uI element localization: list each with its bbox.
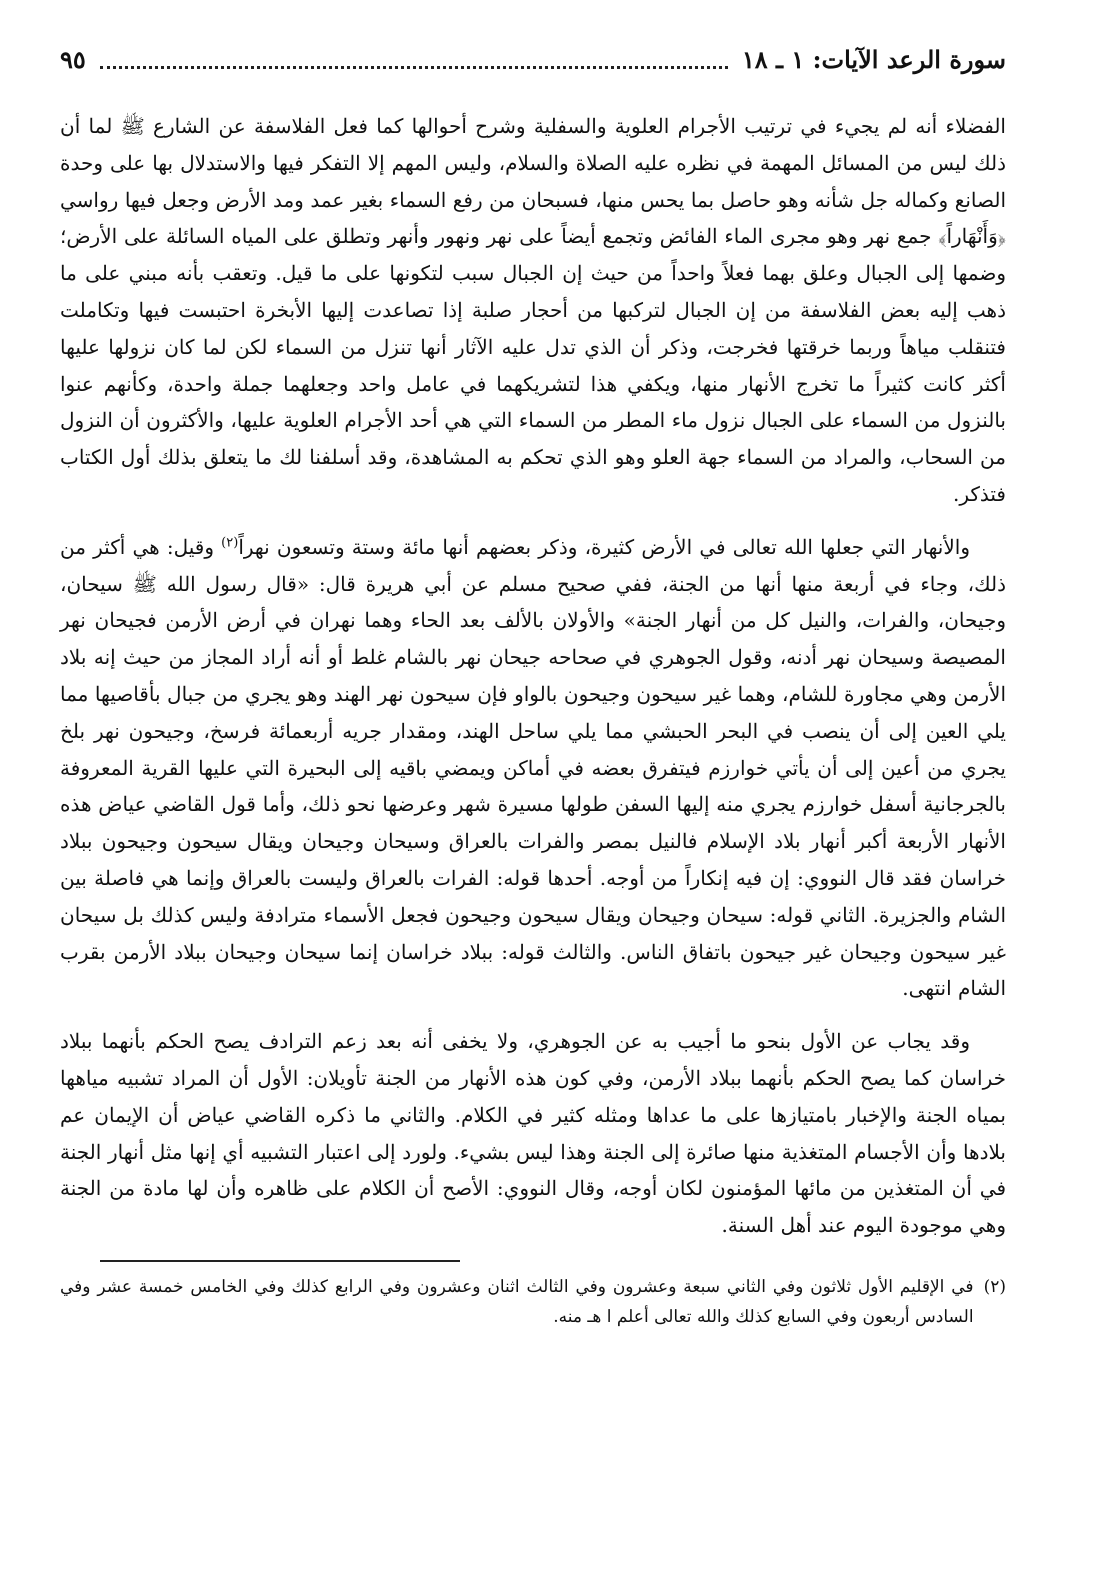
paragraph-1: الفضلاء أنه لم يجيء في ترتيب الأجرام العلوية والسفلية وشرح أحوالها كما فعل الفلاسفة عن الشارع ﷺ لما أن ذلك ليس من المسائل المهمة في نظره عليه الصلاة والسلام، وليس المهم إلا التفكر فيها والاستدلال بها على وحدة الصانع وكماله جل شأنه وهو حاصل بما يحس منها، فسبحان من رفع السماء بغير عمد ومد الأرض وجعل فيها رواسي ﴿وَأَنْهَاراً﴾ جمع نهر وهو مجرى الماء الفائض وتجمع أيضاً على نهر ونهور وأنهر وتطلق على المياه السائلة على الأرض؛ وضمها إلى الجبال وعلق بهما فعلاً واحداً من حيث إن الجبال سبب لتكونها على ما قيل. وتعقب بأنه مبني على ما ذهب إليه بعض الفلاسفة من إن الجبال لتركبها من أحجار صلبة إذا تصاعدت إليها الأبخرة احتبست فيها وتكاملت فتنقلب مياهاً وربما خرقتها فخرجت، وذكر أن الذي تدل عليه الآثار أنها تنزل من السماء لكن لما كان نزولها عليها أكثر كانت كثيراً ما تخرج الأنهار منها، ويكفي هذا لتشريكهما في عامل واحد وجعلهما جملة واحدة، وكأنهم عنوا بالنزول من السماء على الجبال نزول ماء المطر من السماء التي هي أحد الأجرام العلوية عليها، والأكثرون أن النزول من السحاب، والمراد من السماء جهة العلو وهو الذي تحكم به المشاهدة، وقد أسلفنا لك ما يتعلق بذلك أول الكتاب فتذكر.: [60, 114, 1006, 506]
paragraph-3: وقد يجاب عن الأول بنحو ما أجيب به عن الجوهري، ولا يخفى أنه بعد زعم الترادف يصح الحكم بأنهما ببلاد خراسان كما يصح الحكم بأنهما ببلاد الأرمن، وفي كون هذه الأنهار من الجنة تأويلان: الأول أن المراد تشبيه مياهها بمياه الجنة والإخبار بامتيازها على ما عداها ومثله كثير في الكلام. والثاني ما ذكره القاضي عياض أن الإيمان عم بلادها وأن الأجسام المتغذية منها صائرة إلى الجنة وهذا ليس بشيء. ولورد إلى اعتبار التشبيه أي إنها مثل أنهار الجنة في أن المتغذين من مائها المؤمنون لكان أوجه، وقال النووي: الأصح أن الكلام على ظاهره وأن لها مادة من الجنة وهي موجودة اليوم عند أهل السنة.: [60, 1029, 1006, 1238]
paragraph-2-part-2: وقيل: هي أكثر من ذلك، وجاء في أربعة منها أنها من الجنة، ففي صحيح مسلم عن أبي هريرة قال: «قال رسول الله ﷺ سيحان، وجيحان، والفرات، والنيل كل من أنهار الجنة» والأولان بالألف بعد الحاء وهما نهران في أرض الأرمن فجيحان نهر المصيصة وسيحان نهر أدنه، وقول الجوهري في صحاحه جيحان نهر بالشام غلط أو أنه أراد المجاز من حيث إنه بلاد الأرمن وهي مجاورة للشام، وهما غير سيحون وجيحون بالواو فإن سيحون نهر الهند وهو يجري من جبال بأقاصيها مما يلي العين إلى أن ينصب في البحر الحبشي مما يلي ساحل الهند، ومقدار جريه أربعمائة فرسخ، وجيحون نهر بلخ يجري من أعين إلى أن يأتي خوارزم فيتفرق بعضه في أماكن ويمضي باقيه إلى البحيرة التي عليها القرية المعروفة بالجرجانية أسفل خوارزم يجري منه إليها السفن طولها مسيرة شهر وعرضها نحو ذلك، وأما قول القاضي عياض هذه الأنهار الأربعة أكبر أنهار بلاد الإسلام فالنيل بمصر والفرات بالعراق وسيحان وجيحان ويقال سيحون وجيحون ببلاد خراسان فقد قال النووي: إن فيه إنكاراً من أوجه. أحدها قوله: الفرات بالعراق وليست بالعراق وإنما هي فاصلة بين الشام والجزيرة. الثاني قوله: سيحان وجيحان ويقال سيحون وجيحون فجعل الأسماء مترادفة وليس كذلك بل سيحان غير سيحون وجيحان غير جيحون باتفاق الناس. والثالث قوله: ببلاد خراسان إنما سيحان وجيحان ببلاد الأرمن بقرب الشام انتهى.: [60, 534, 1007, 1001]
running-header-title: سورة الرعد الآيات: ١ ـ ١٨: [741, 45, 1006, 74]
footnote-text: في الإقليم الأول ثلاثون وفي الثاني سبعة وعشرون وفي الثالث اثنان وعشرون وفي الرابع كذلك وفي الخامس خمسة عشر وفي السادس أربعون وفي السابع كذلك والله تعالى أعلم ا هـ منه.: [60, 1276, 974, 1327]
footnotes: [60, 1272, 1006, 1332]
paragraph-2-part-1: والأنهار التي جعلها الله تعالى في الأرض كثيرة، وذكر بعضهم أنها مائة وستة وتسعون نهراً: [238, 534, 970, 559]
body-text: [60, 108, 1006, 1244]
header-dot-leader: [100, 66, 728, 69]
paragraph-2: [60, 529, 1006, 1007]
footnote-reference[interactable]: (٢): [221, 535, 239, 551]
running-header: [60, 42, 1006, 78]
footnote-marker: (٢): [983, 1276, 1006, 1297]
page-number: ٩٥: [60, 45, 86, 74]
page: [60, 42, 1006, 1535]
footnote-separator: [100, 1260, 460, 1262]
footnote-2: [60, 1272, 1006, 1332]
